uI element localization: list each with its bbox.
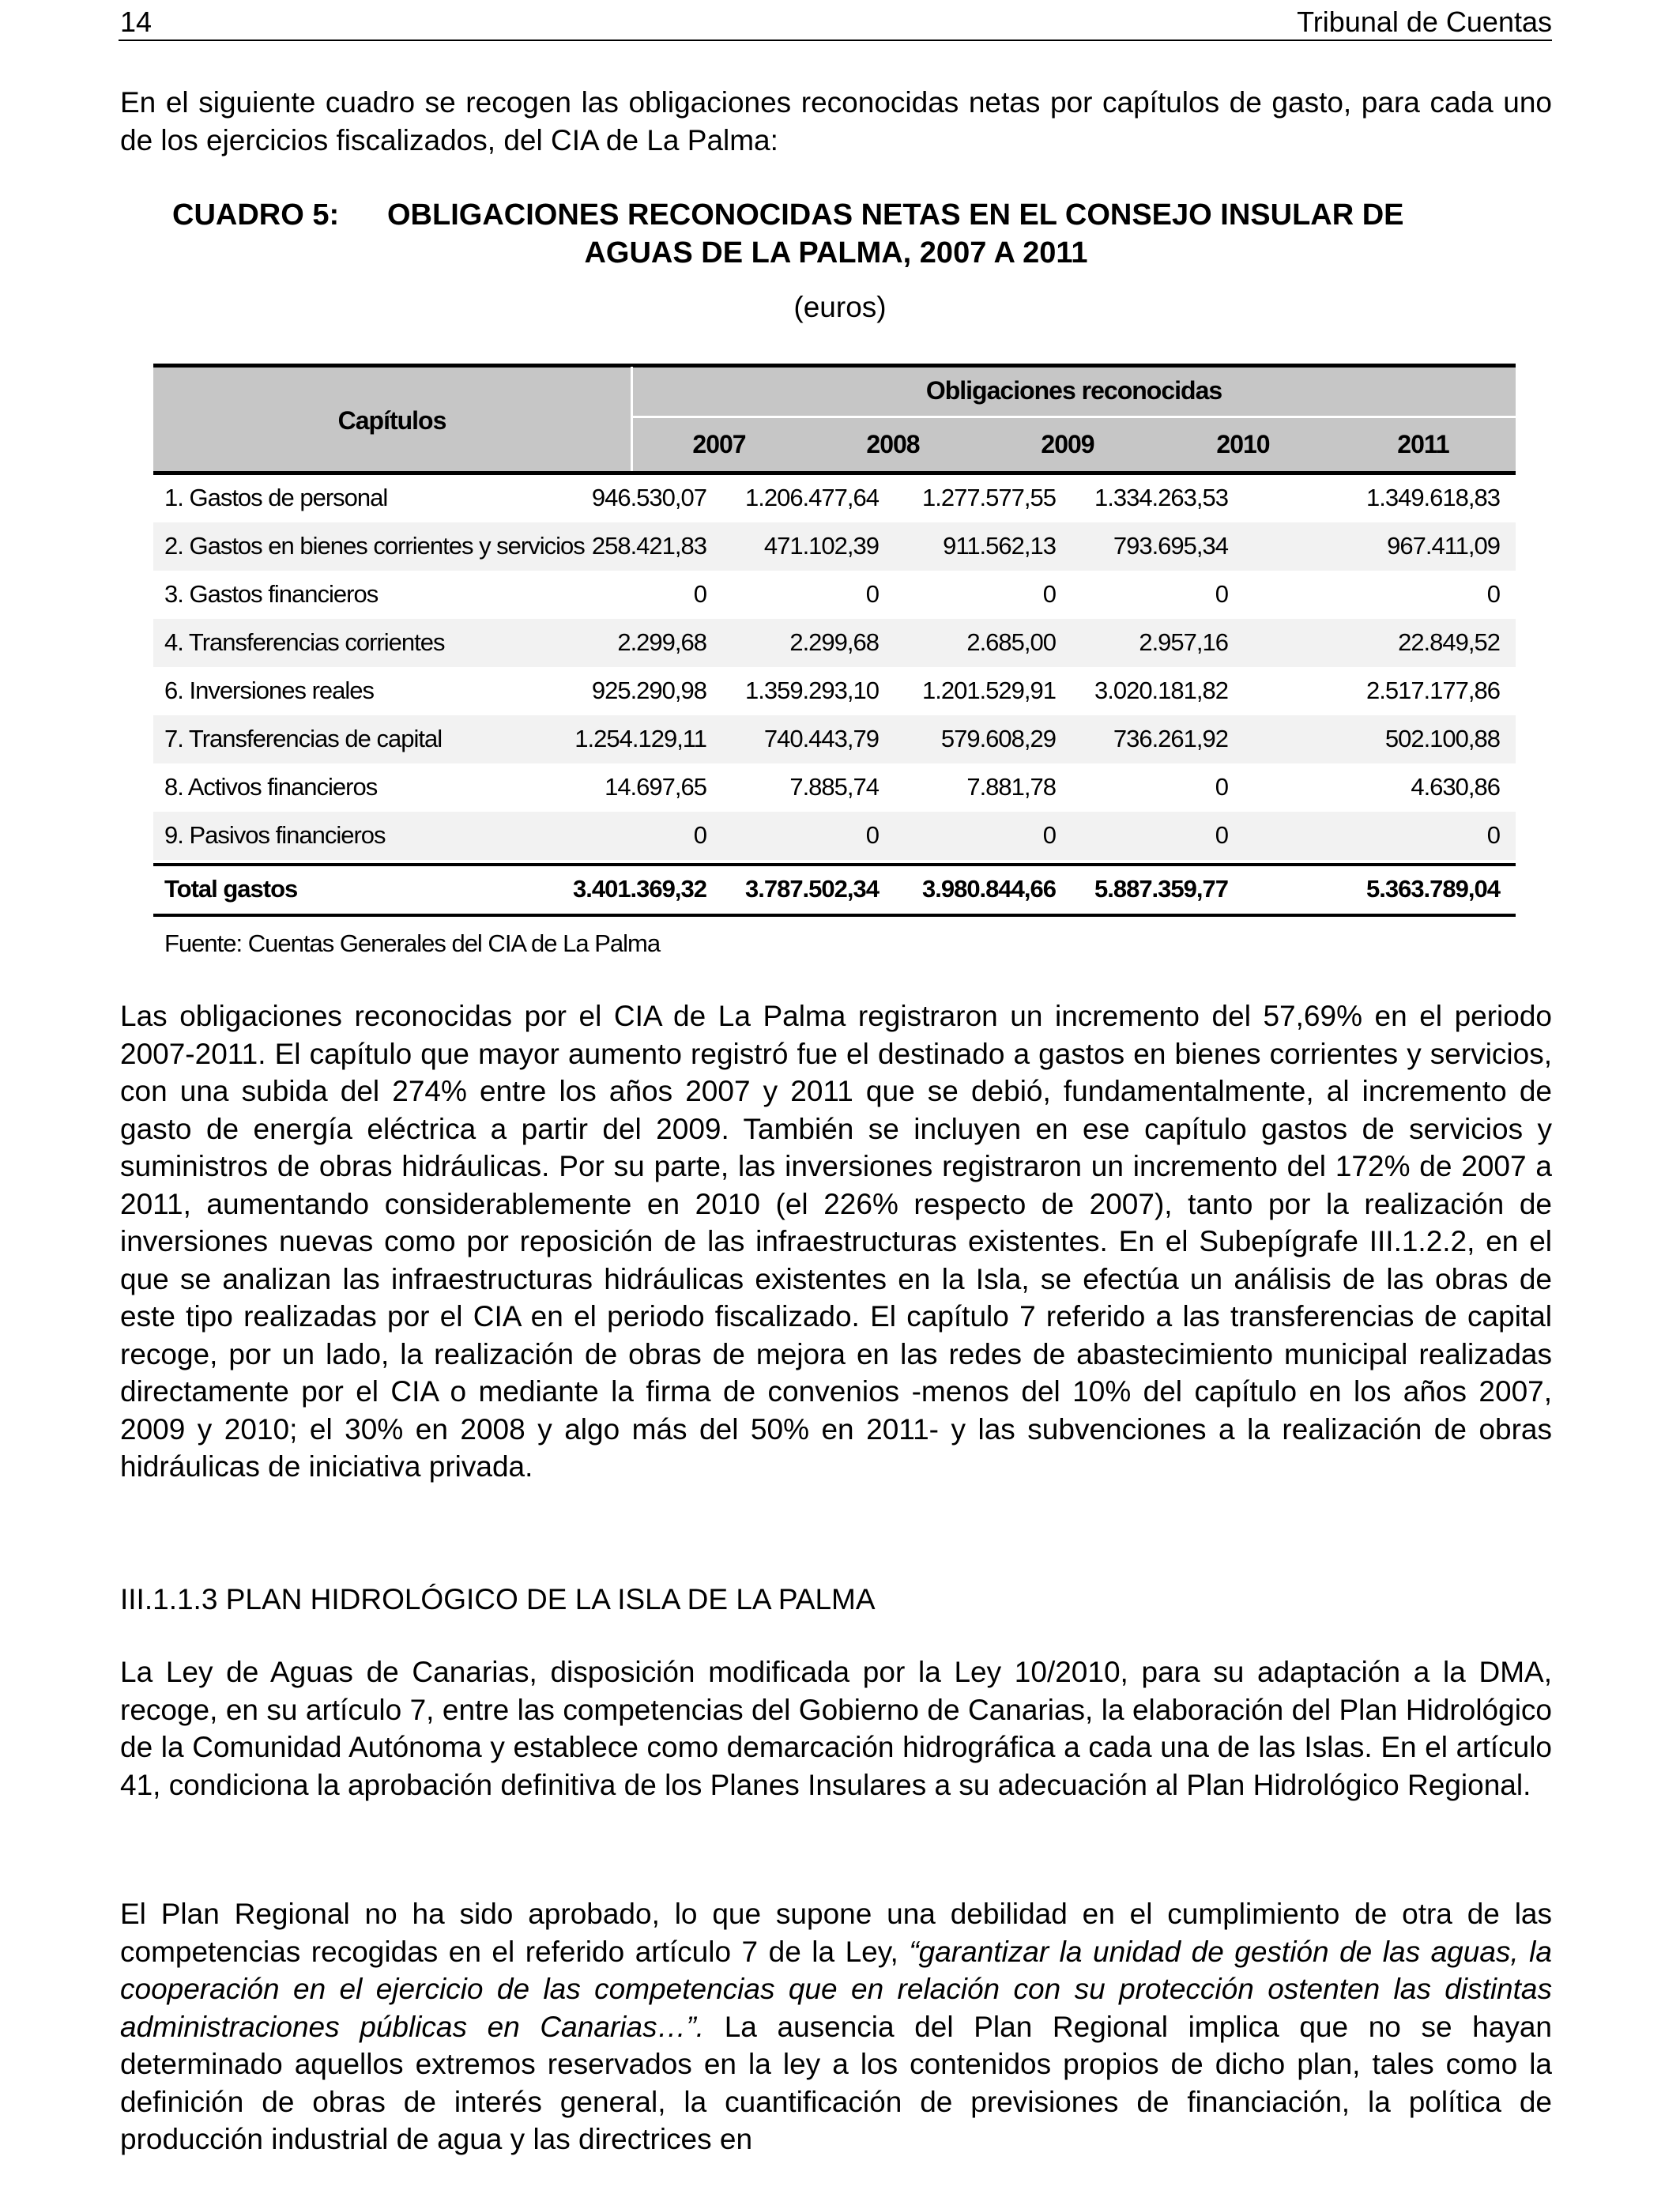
value-cell: 0 [1042,821,1056,849]
organization-name: Tribunal de Cuentas [1297,6,1552,38]
value-cell: 7.885,74 [789,773,879,801]
row-label: 7. Transferencias de capital [164,725,443,752]
running-header [119,3,1552,41]
table-title-line1: OBLIGACIONES RECONOCIDAS NETAS EN EL CONSEJO INSULAR DE [387,198,1404,232]
plan-quote: “garantizar la unidad de gestión de las aguas, la cooperación en el ejercicio de las competencias que en relación con su protección ostenten las distintas administraciones públicas en Canarias…”. [120,1935,1552,2043]
ley-paragraph: La Ley de Aguas de Canarias, disposición modificada por la Ley 10/2010, para su adaptación a la DMA, recoge, en su artículo 7, entre las competencias del Gobierno de Canarias, la elaboración del Plan Hidrológico de la Comunidad Autónoma y establece como demarcación hidrográfica a cada una de las Islas. En el artículo 41, condiciona la aprobación definitiva de los Planes Insulares a su adecuación al Plan Hidrológico Regional. [120,1656,1552,1801]
value-cell: 0 [1042,580,1056,608]
value-cell: 793.695,34 [1113,532,1228,560]
intro-paragraph: En el siguiente cuadro se recogen las obligaciones reconocidas netas por capítulos de gasto, para cada uno de los ejercicios fiscalizados, del CIA de La Palma: [120,86,1552,156]
year-header: 2009 [1041,430,1094,458]
total-value: 3.980.844,66 [921,875,1056,903]
value-cell: 740.443,79 [763,725,879,752]
section-heading: III.1.1.3 PLAN HIDROLÓGICO DE LA ISLA DE LA PALMA [120,1583,876,1615]
row-label: 6. Inversiones reales [164,677,375,704]
value-cell: 14.697,65 [605,773,706,801]
value-cell: 0 [1215,580,1228,608]
value-cell: 1.254.129,11 [574,725,706,752]
value-cell: 967.411,09 [1387,532,1500,560]
table-row [153,619,1516,667]
table-row [153,763,1516,812]
total-value: 5.363.789,04 [1365,875,1500,903]
year-header: 2008 [866,430,920,458]
value-cell: 502.100,88 [1384,725,1500,752]
table-row [153,667,1516,715]
value-cell: 1.334.263,53 [1094,484,1228,511]
year-header: 2007 [692,430,746,458]
value-cell: 0 [1215,821,1228,849]
value-cell: 1.206.477,64 [744,484,879,511]
value-cell: 0 [865,580,879,608]
table-row [153,812,1516,860]
value-cell: 22.849,52 [1398,628,1500,656]
value-cell: 0 [693,580,706,608]
table-top-rule [153,364,1516,368]
plan-paragraph-part2: La ausencia del Plan Regional implica que no se hayan determinado aquellos extremos reservados en la ley a los contenidos propios de dicho plan, tales como la definición de obras de interés general, la cuantificación de previsiones de financiación, la política de producción industrial de agua y las directrices en [120,2010,1552,2155]
value-cell: 946.530,07 [591,484,706,511]
value-cell: 0 [1486,821,1500,849]
total-label: Total gastos [164,875,298,903]
column-header-capitulos: Capítulos [337,406,446,435]
header-mid-rule [632,416,1516,418]
value-cell: 0 [865,821,879,849]
table-bottom-rule [153,914,1516,917]
table-number: CUADRO 5: [172,198,340,232]
table-source: Fuente: Cuentas Generales del CIA de La Palma [164,929,661,957]
obligations-table [153,364,1516,923]
page-number: 14 [120,6,153,38]
column-header-obligaciones: Obligaciones reconocidas [925,376,1222,405]
year-header: 2010 [1216,430,1270,458]
value-cell: 1.277.577,55 [921,484,1056,511]
value-cell: 471.102,39 [763,532,879,560]
total-value: 3.401.369,32 [572,875,706,903]
value-cell: 1.359.293,10 [744,677,879,704]
year-header: 2011 [1397,430,1449,458]
value-cell: 3.020.181,82 [1094,677,1228,704]
row-label: 9. Pasivos financieros [164,821,386,849]
row-label: 2. Gastos en bienes corrientes y servicios [164,532,585,560]
row-label: 4. Transferencias corrientes [164,628,445,656]
value-cell: 258.421,83 [591,532,706,560]
table-row [153,474,1516,522]
value-cell: 4.630,86 [1411,773,1500,801]
value-cell: 579.608,29 [940,725,1056,752]
value-cell: 0 [1215,773,1228,801]
value-cell: 2.517.177,86 [1365,677,1500,704]
table-title-line2: AGUAS DE LA PALMA, 2007 A 2011 [584,236,1088,270]
value-cell: 1.349.618,83 [1365,484,1500,511]
total-row [153,865,1516,914]
value-cell: 925.290,98 [591,677,706,704]
table-row [153,571,1516,619]
value-cell: 7.881,78 [966,773,1056,801]
value-cell: 2.685,00 [966,628,1056,656]
row-label: 1. Gastos de personal [164,484,388,511]
value-cell: 1.201.529,91 [921,677,1056,704]
value-cell: 2.299,68 [789,628,879,656]
value-cell: 0 [1486,580,1500,608]
plan-paragraph [120,1895,1552,2158]
value-cell: 2.957,16 [1139,628,1228,656]
table-row [153,715,1516,763]
value-cell: 736.261,92 [1113,725,1228,752]
table-row [153,522,1516,571]
value-cell: 911.562,13 [943,532,1056,560]
analysis-paragraph: Las obligaciones reconocidas por el CIA de La Palma registraron un incremento del 57,69% en el periodo 2007-2011. El capítulo que mayor aumento registró fue el destinado a gastos en bienes corrientes y servicios, con una subida del 274% entre los años 2007 y 2011 que se debió, fundamentalmente, al incremento de gasto de energía eléctrica a partir del 2009. También se incluyen en ese capítulo gastos de servicios y suministros de obras hidráulicas. Por su parte, las inversiones registraron un incremento del 172% de 2007 a 2011, aumentando considerablemente en 2010 (el 226% respecto de 2007), tanto por la realización de inversiones nuevas como por reposición de las infraestructuras existentes. En el Subepígrafe III.1.2.2, en el que se analizan las infraestructuras hidráulicas existentes en la Isla, se efectúa un análisis de las obras de este tipo realizadas por el CIA en el periodo fiscalizado. El capítulo 7 referido a las transferencias de capital recoge, por un lado, la realización de obras de mejora en las redes de abastecimiento municipal realizadas directamente por el CIA o mediante la firma de convenios -menos del 10% del capítulo en los años 2007, 2009 y 2010; el 30% en 2008 y algo más del 50% en 2011- y las subvenciones a la realización de obras hidráulicas de iniciativa privada. [120,1000,1552,1483]
plan-paragraph-part1: El Plan Regional no ha sido aprobado, lo que supone una debilidad en el cumplimiento de otra de las competencias recogidas en el referido artículo 7 de la Ley, [120,1898,1552,1968]
value-cell: 2.299,68 [617,628,706,656]
row-label: 8. Activos financieros [164,773,378,801]
row-label: 3. Gastos financieros [164,580,379,608]
table-units: (euros) [793,291,887,323]
total-value: 3.787.502,34 [744,875,879,903]
total-value: 5.887.359,77 [1094,875,1228,903]
value-cell: 0 [693,821,706,849]
